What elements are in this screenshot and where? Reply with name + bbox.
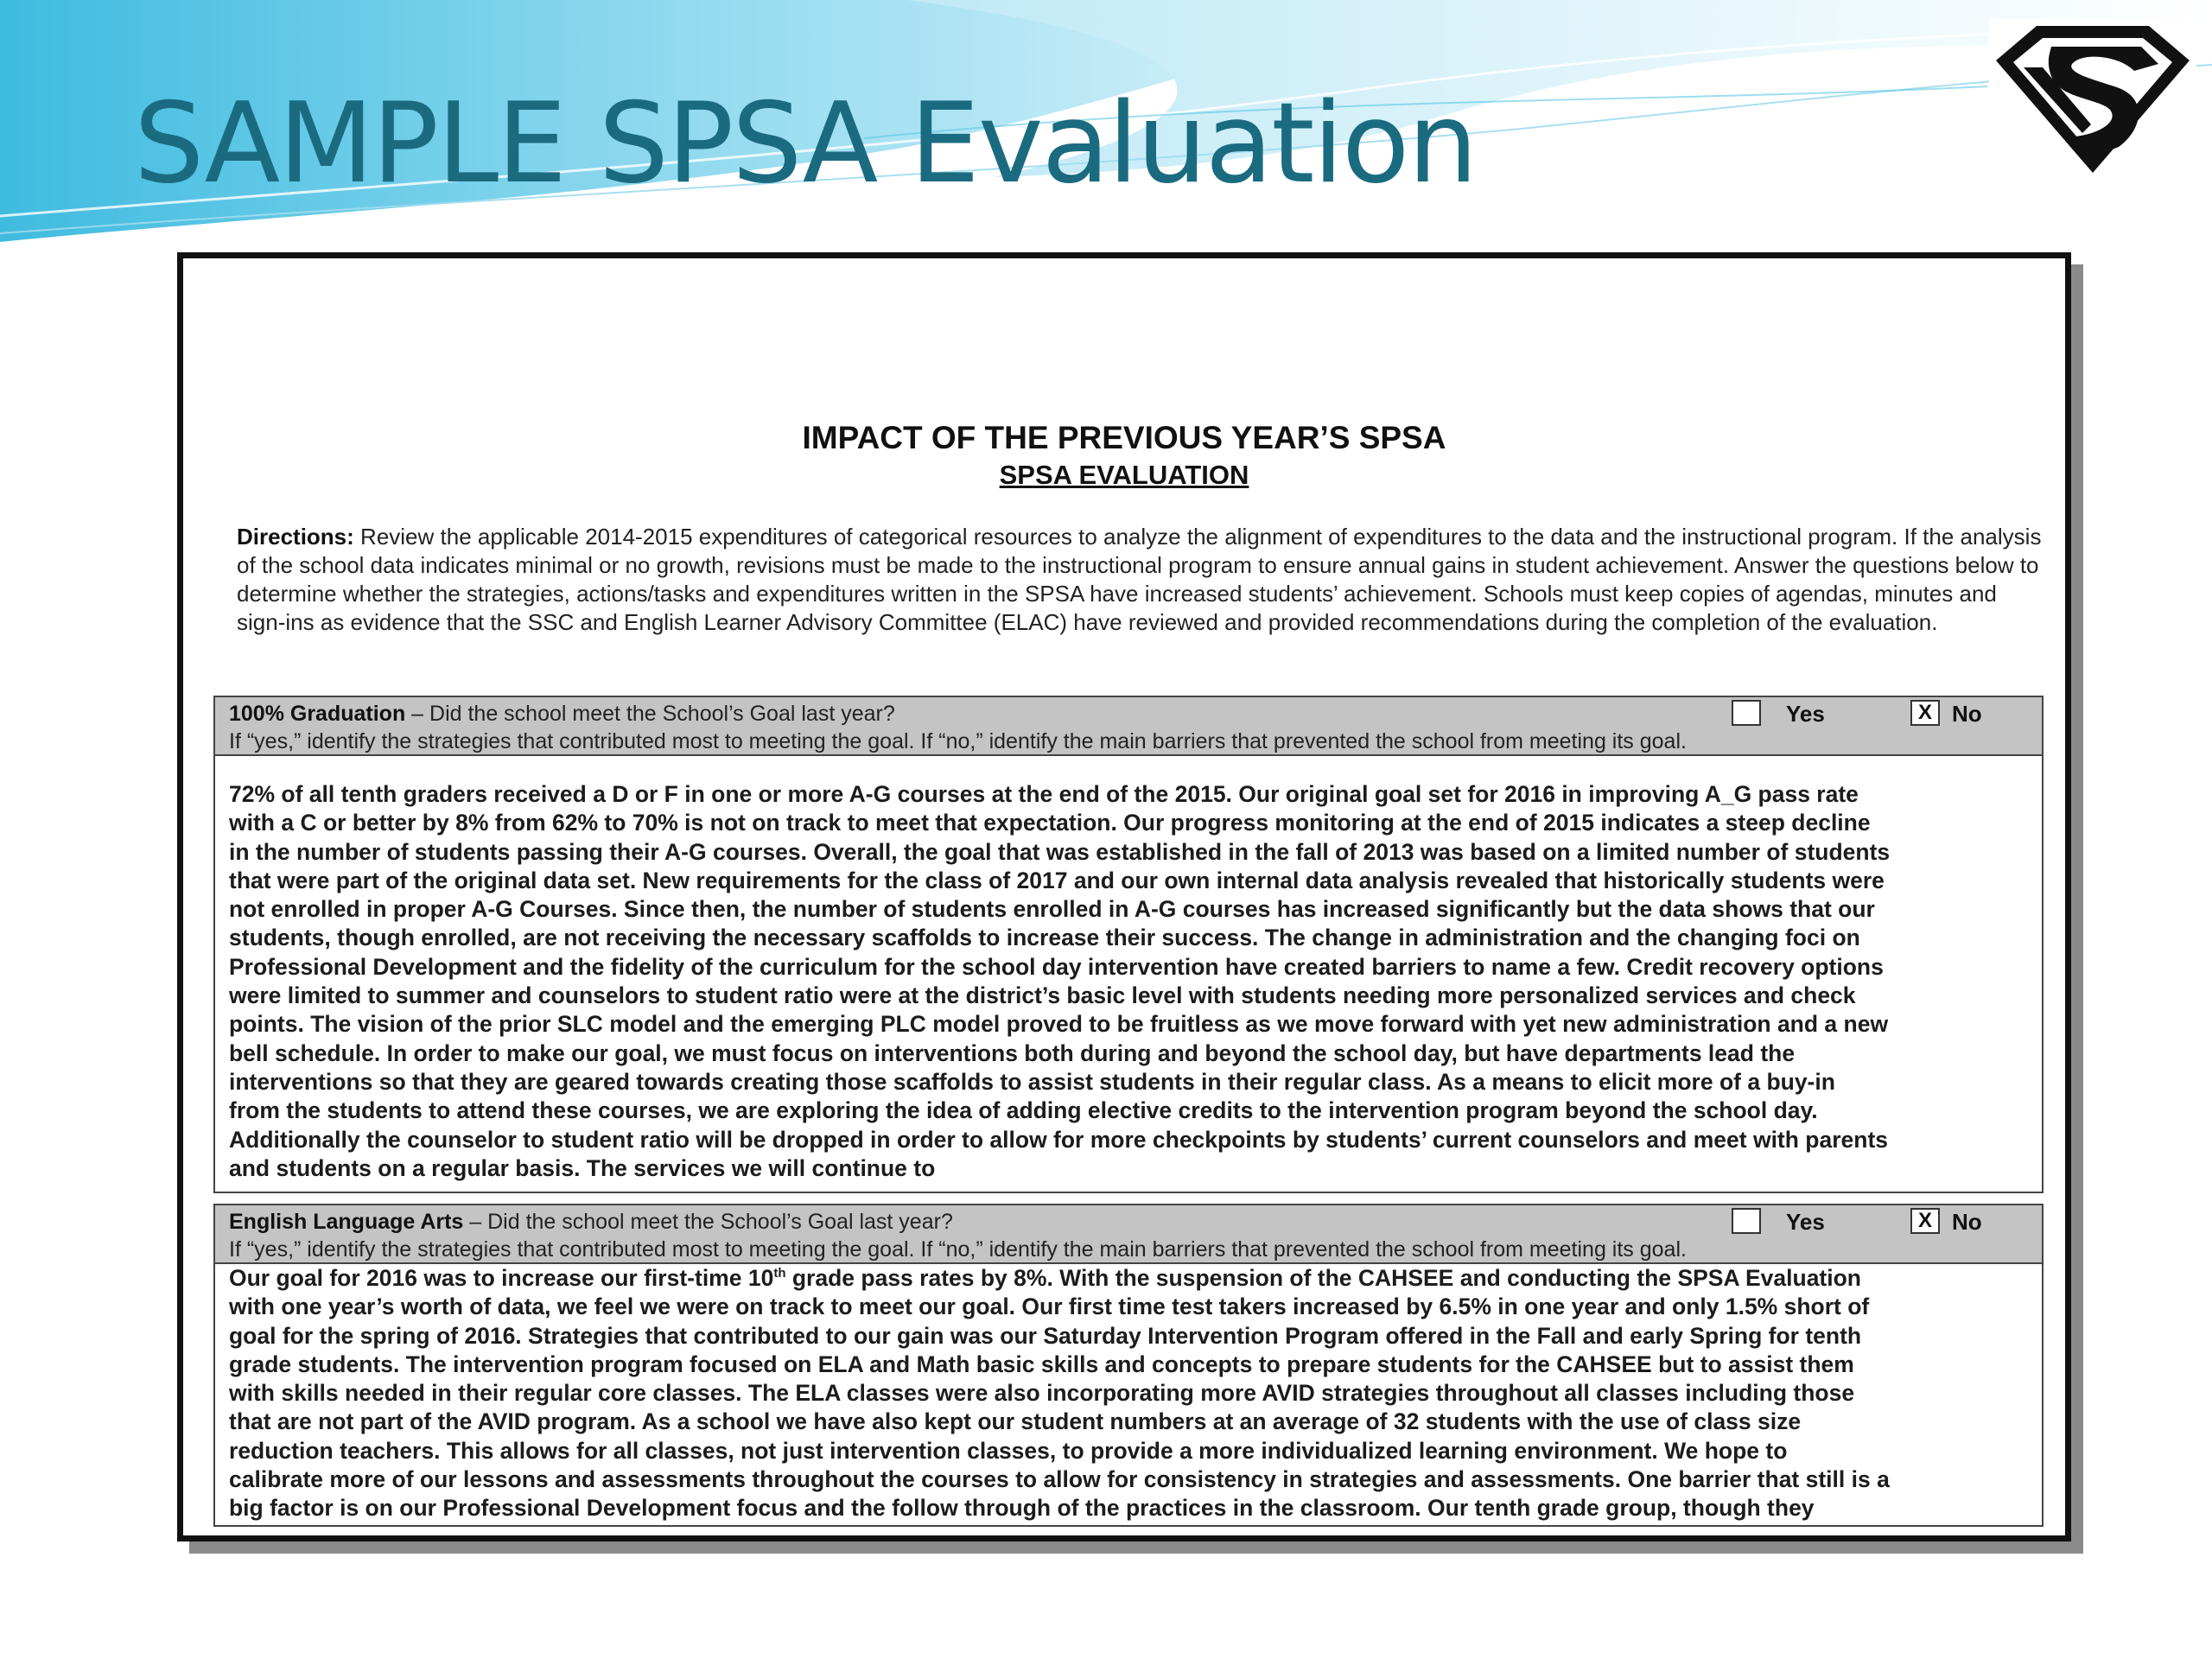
response-line: from the students to attend these courses, we are exploring the idea of adding elective credits to the intervention program beyond the school day. xyxy=(229,1097,1818,1124)
no-checkbox[interactable]: X xyxy=(1910,700,1940,726)
response-line: calibrate more of our lessons and assessments throughout the courses to allow for consistency in strategies and assessments. One barrier that still is a xyxy=(229,1466,1890,1493)
directions-paragraph xyxy=(237,523,2043,637)
section-header-ela xyxy=(213,1204,2044,1264)
document-frame xyxy=(177,252,2071,1541)
document-subtitle: SPSA EVALUATION xyxy=(999,460,1249,490)
section-question: English Language Arts – Did the school meet the School’s Goal last year? xyxy=(229,1210,953,1234)
response-line: that were part of the original data set. New requirements for the class of 2017 and our own internal data analysis revealed that historically students were xyxy=(229,867,1885,893)
yes-checkbox[interactable] xyxy=(1732,1208,1761,1234)
response-line: students, though enrolled, are not receiving the necessary scaffolds to increase their success. The change in administration and the changing foci on xyxy=(229,925,1860,951)
response-line: in the number of students passing their A-G courses. Overall, the goal that was established in the fall of 2013 was based on a limited number of students xyxy=(229,838,1891,865)
response-line: points. The vision of the prior SLC model and the emerging PLC model proved to be fruitless as we move forward with yet new administration and a new xyxy=(229,1011,1889,1038)
document-title: IMPACT OF THE PREVIOUS YEAR’S SPSA xyxy=(802,420,1446,455)
section-question: 100% Graduation – Did the school meet the School’s Goal last year? xyxy=(229,702,895,726)
section-instruction: If “yes,” identify the strategies that contributed most to meeting the goal. If “no,” identify the main barriers that prevented the school from meeting its goal. xyxy=(229,1237,1687,1262)
yes-checkbox[interactable] xyxy=(1732,700,1761,726)
response-line: 72% of all tenth graders received a D or F in one or more A-G courses at the end of the 2015. Our original goal set for 2016 in improving A_G pass rate xyxy=(229,781,1859,807)
response-line: and students on a regular basis. The services we will continue to xyxy=(229,1154,936,1181)
section-goal: 100% Graduation xyxy=(229,702,406,726)
section-response-ela xyxy=(213,1264,2044,1527)
response-line: Additionally the counselor to student ratio will be dropped in order to allow for more checkpoints by students’ current counselors and meet with parents xyxy=(229,1126,1889,1153)
no-label: No xyxy=(1952,701,1982,727)
response-line: with one year’s worth of data, we feel we were on track to meet our goal. Our first time test takers increased by 6.5% in one year and only 1.5% short of xyxy=(229,1294,1870,1320)
response-line: with skills needed in their regular core classes. The ELA classes were also incorporating more AVID strategies throughout all classes including those xyxy=(229,1380,1855,1407)
no-label: No xyxy=(1952,1209,1982,1235)
response-line: not enrolled in proper A-G Courses. Since then, the number of students enrolled in A-G courses has increased significantly but the data shows that our xyxy=(229,896,1875,923)
response-line: goal for the spring of 2016. Strategies that contributed to our gain was our Saturday Intervention Program offered in the Fall and early Spring for tenth xyxy=(229,1322,1862,1349)
response-line: grade students. The intervention program focused on ELA and Math basic skills and concepts to prepare students for the CAHSEE but to assist them xyxy=(229,1351,1854,1377)
response-line: that are not part of the AVID program. As a school we have also kept our student numbers at an average of 32 students with the use of class size xyxy=(229,1408,1802,1435)
section-goal: English Language Arts xyxy=(229,1210,464,1234)
response-line: with a C or better by 8% from 62% to 70% is not on track to meet that expectation. Our progress monitoring at the end of 2015 indicates a steep decline xyxy=(229,810,1871,836)
directions-label: Directions: xyxy=(237,524,354,550)
yes-label: Yes xyxy=(1786,1209,1825,1235)
section-response-graduation xyxy=(213,756,2044,1193)
slide-title: SAMPLE SPSA Evaluation xyxy=(134,79,1477,208)
response-line: Our goal for 2016 was to increase our first-time 10th grade pass rates by 8%. With the suspension of the CAHSEE and conducting the SPSA Evaluation xyxy=(229,1265,1861,1291)
yes-label: Yes xyxy=(1786,701,1825,727)
directions-text: Review the applicable 2014-2015 expenditures of categorical resources to analyze the alignment of expenditures to the data and the instructional program. If the analysis of the school data indicates minimal or no growth, revisions must be made to the instructional program to ensure annual gains in student achievement. Answer the questions below to determine whether the strategies, actions/tasks and expenditures written in the SPSA have increased students’ achievement. Schools must keep copies of agendas, minutes and sign-ins as evidence that the SSC and English Learner Advisory Committee (ELAC) have reviewed and provided recommendations during the completion of the evaluation. xyxy=(237,524,2042,635)
response-line: interventions so that they are geared towards creating those scaffolds to assist students in their regular class. As a means to elicit more of a buy-in xyxy=(229,1068,1835,1095)
section-header-graduation xyxy=(213,696,2044,756)
response-line: big factor is on our Professional Development focus and the follow through of the practices in the classroom. Our tenth grade group, though they xyxy=(229,1495,1815,1522)
response-line: bell schedule. In order to make our goal, we must focus on interventions both during and beyond the school day, but have departments lead the xyxy=(229,1039,1796,1066)
response-line: reduction teachers. This allows for all classes, not just intervention classes, to provide a more individualized learning environment. We hope to xyxy=(229,1437,1788,1464)
response-line: were limited to summer and counselors to student ratio were at the district’s basic level with students needing more personalized services and check xyxy=(229,982,1856,1009)
section-instruction: If “yes,” identify the strategies that contributed most to meeting the goal. If “no,” identify the main barriers that prevented the school from meeting its goal. xyxy=(229,729,1687,753)
response-line: Professional Development and the fidelity of the curriculum for the school day intervention have created barriers to name a few. Credit recovery options xyxy=(229,953,1884,980)
superman-shield-icon xyxy=(1989,19,2196,179)
no-checkbox[interactable]: X xyxy=(1910,1208,1940,1234)
